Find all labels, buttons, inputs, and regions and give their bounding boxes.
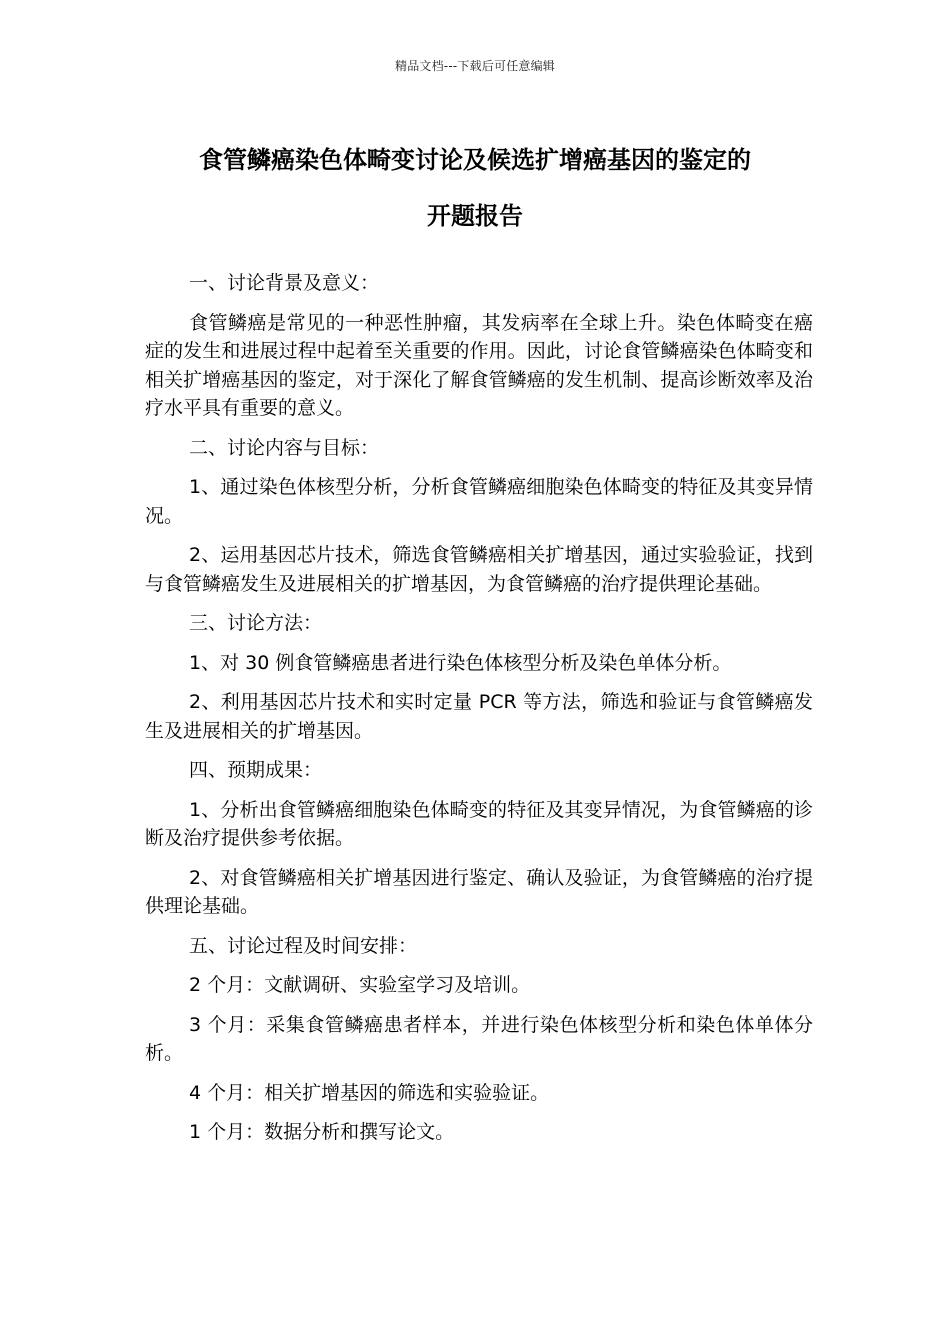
- document-title-line-2: 开题报告: [427, 202, 523, 230]
- list-item-goal-2: 2、运用基因芯片技术，筛选食管鳞癌相关扩增基因，通过实验验证，找到与食管鳞癌发生及进展相关的扩增基因，为食管鳞癌的治疗提供理论基础。: [145, 544, 813, 595]
- section-heading-schedule: 五、讨论过程及时间安排：: [189, 934, 418, 957]
- list-item-method-2: 2、利用基因芯片技术和实时定量 PCR 等方法，筛选和验证与食管鳞癌发生及进展相关的扩增基因。: [145, 691, 813, 742]
- list-item-result-2: 2、对食管鳞癌相关扩增基因进行鉴定、确认及验证，为食管鳞癌的治疗提供理论基础。: [145, 866, 813, 917]
- section-heading-methods: 三、讨论方法：: [189, 612, 323, 634]
- section-heading-content-goals: 二、讨论内容与目标：: [189, 436, 380, 459]
- page-header-note: 精品文档---下载后可任意编辑: [395, 59, 555, 73]
- list-item-goal-1: 1、通过染色体核型分析，分析食管鳞癌细胞染色体畸变的特征及其变异情况。: [145, 476, 813, 527]
- schedule-item-2: 3 个月：采集食管鳞癌患者样本，并进行染色体核型分析和染色体单体分析。: [145, 1013, 813, 1064]
- section-heading-expected-results: 四、预期成果：: [189, 759, 323, 781]
- paragraph-background: 食管鳞癌是常见的一种恶性肿瘤，其发病率在全球上升。染色体畸变在癌症的发生和进展过程中起着至关重要的作用。因此，讨论食管鳞癌染色体畸变和相关扩增癌基因的鉴定，对于深化了解食管鳞癌的发生机制、提高诊断效率及治疗水平具有重要的意义。: [145, 311, 813, 419]
- schedule-item-1: 2 个月：文献调研、实验室学习及培训。: [189, 974, 531, 996]
- list-item-method-1: 1、对 30 例食管鳞癌患者进行染色体核型分析及染色单体分析。: [189, 651, 732, 674]
- list-item-result-1: 1、分析出食管鳞癌细胞染色体畸变的特征及其变异情况，为食管鳞癌的诊断及治疗提供参考依据。: [145, 798, 813, 849]
- schedule-item-4: 1 个月：数据分析和撰写论文。: [189, 1121, 455, 1143]
- document-title: [120, 132, 830, 244]
- document-body: [145, 269, 813, 1158]
- schedule-item-3: 4 个月：相关扩增基因的筛选和实验验证。: [189, 1081, 550, 1104]
- section-heading-background: 一、讨论背景及意义：: [189, 272, 380, 294]
- document-title-line-1: 食管鳞癌染色体畸变讨论及候选扩增癌基因的鉴定的: [199, 146, 751, 174]
